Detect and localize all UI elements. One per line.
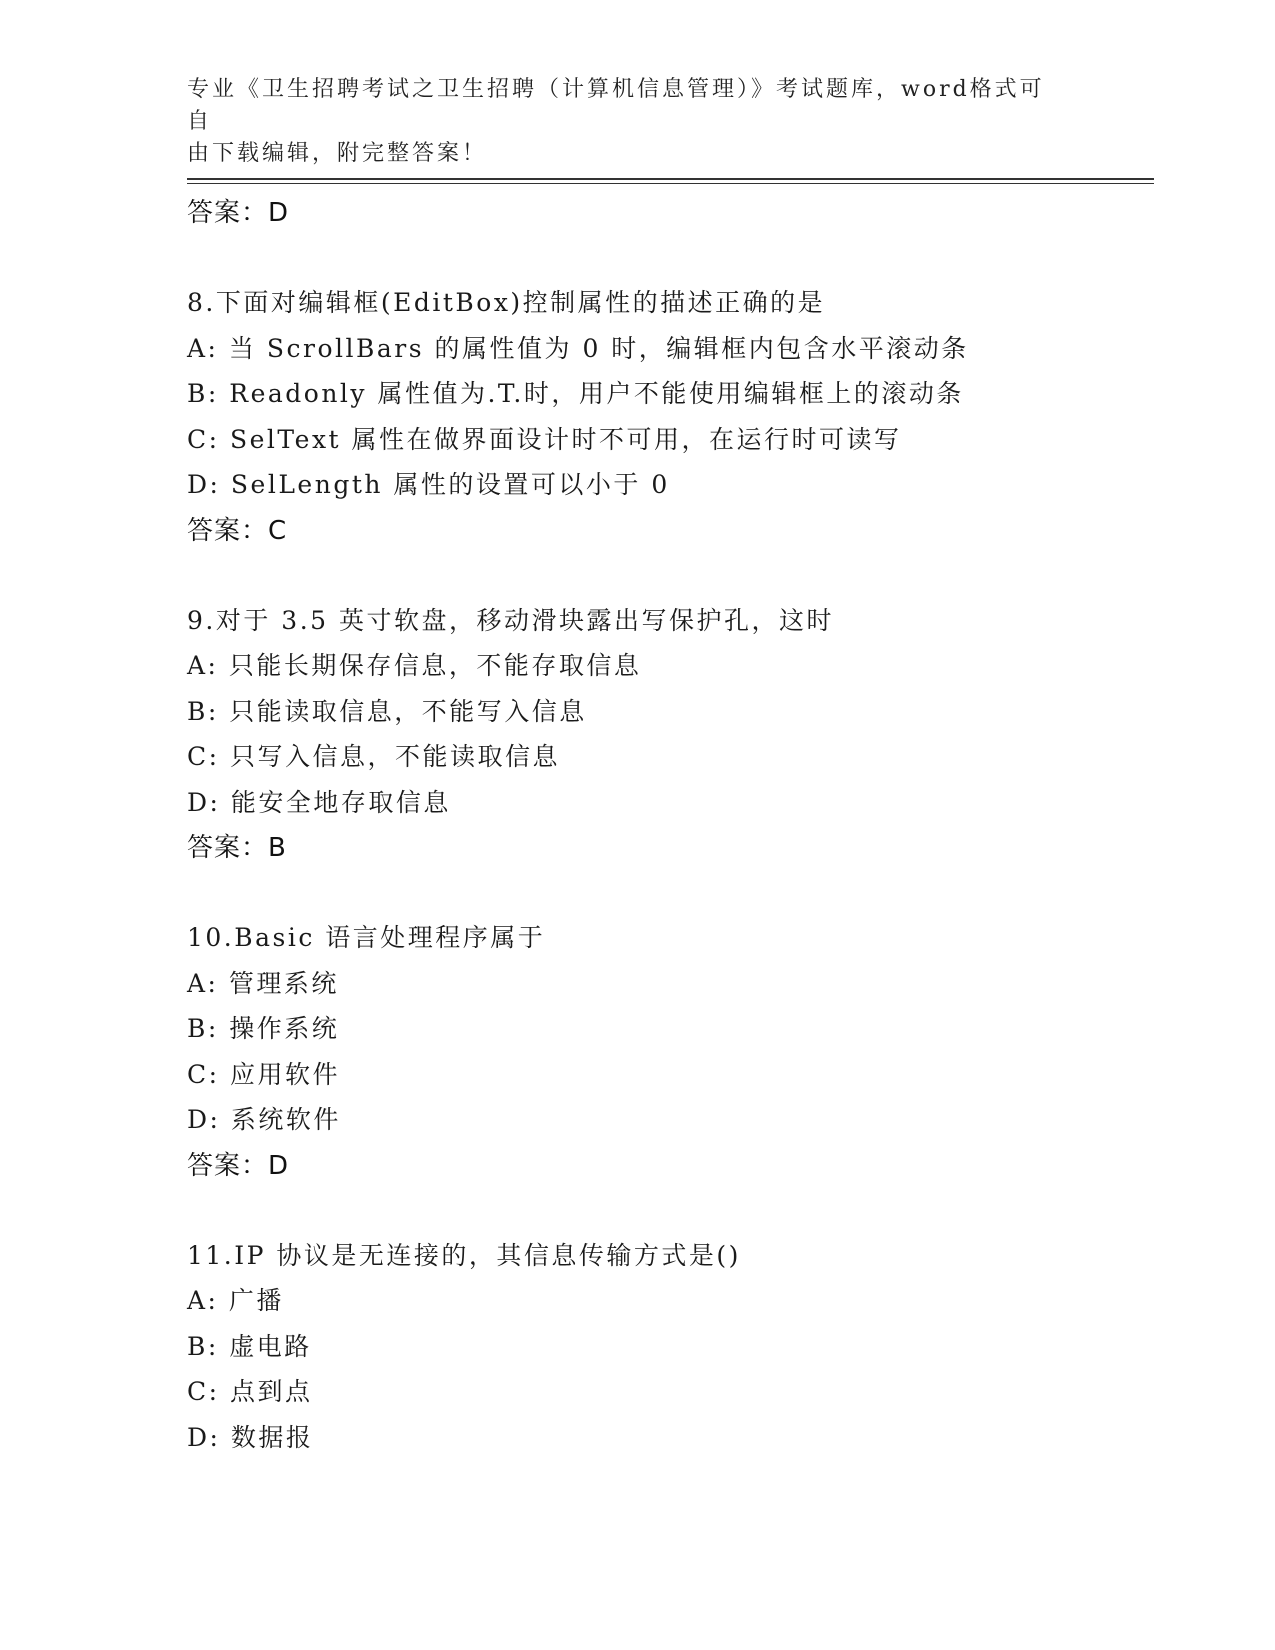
header-line-2: 由下载编辑，附完整答案！ <box>187 141 488 166</box>
option-a: A: 管理系统 <box>187 968 339 998</box>
header-divider-thick <box>187 178 1154 180</box>
spacer <box>187 1189 1154 1233</box>
spacer <box>187 554 1154 598</box>
question-block <box>187 598 1154 872</box>
question-text: 11.IP 协议是无连接的，其信息传输方式是() <box>187 1240 741 1270</box>
option-d: D: 能安全地存取信息 <box>187 787 451 817</box>
question-text: 8.下面对编辑框(EditBox)控制属性的描述正确的是 <box>187 288 826 317</box>
answer-line: 答案：B <box>187 833 287 863</box>
answer-line: 答案：C <box>187 515 288 546</box>
option-b: B: 操作系统 <box>187 1014 340 1043</box>
spacer <box>187 236 1154 280</box>
option-c: C: SelText 属性在做界面设计时不可用，在运行时可读写 <box>187 424 902 454</box>
answer-line: 答案：D <box>187 198 290 228</box>
option-a: A: 广播 <box>187 1286 284 1315</box>
answer-line: 答案：D <box>187 1150 290 1181</box>
option-c: C: 只写入信息，不能读取信息 <box>187 742 560 771</box>
option-a: A: 当 ScrollBars 的属性值为 0 时，编辑框内包含水平滚动条 <box>187 333 969 363</box>
question-block <box>187 280 1154 554</box>
option-d: D: 系统软件 <box>187 1105 341 1134</box>
option-b: B: 虚电路 <box>187 1331 312 1361</box>
header-divider-thin <box>187 183 1154 184</box>
option-d: D: SelLength 属性的设置可以小于 0 <box>187 470 670 499</box>
option-b: B: Readonly 属性值为.T.时，用户不能使用编辑框上的滚动条 <box>187 379 964 408</box>
question-block <box>187 1233 1154 1461</box>
spacer <box>187 871 1154 915</box>
option-a: A: 只能长期保存信息，不能存取信息 <box>187 651 642 680</box>
option-c: C: 应用软件 <box>187 1059 340 1089</box>
question-text: 10.Basic 语言处理程序属于 <box>187 923 546 952</box>
header-line-1: 专业《卫生招聘考试之卫生招聘（计算机信息管理）》考试题库，word格式可自 <box>187 77 1045 134</box>
question-block <box>187 915 1154 1189</box>
document-header <box>187 74 1067 170</box>
option-c: C: 点到点 <box>187 1377 313 1406</box>
option-d: D: 数据报 <box>187 1422 314 1452</box>
question-list <box>187 190 1154 1460</box>
option-b: B: 只能读取信息，不能写入信息 <box>187 696 587 726</box>
question-text: 9.对于 3.5 英寸软盘，移动滑块露出写保护孔，这时 <box>187 605 835 635</box>
